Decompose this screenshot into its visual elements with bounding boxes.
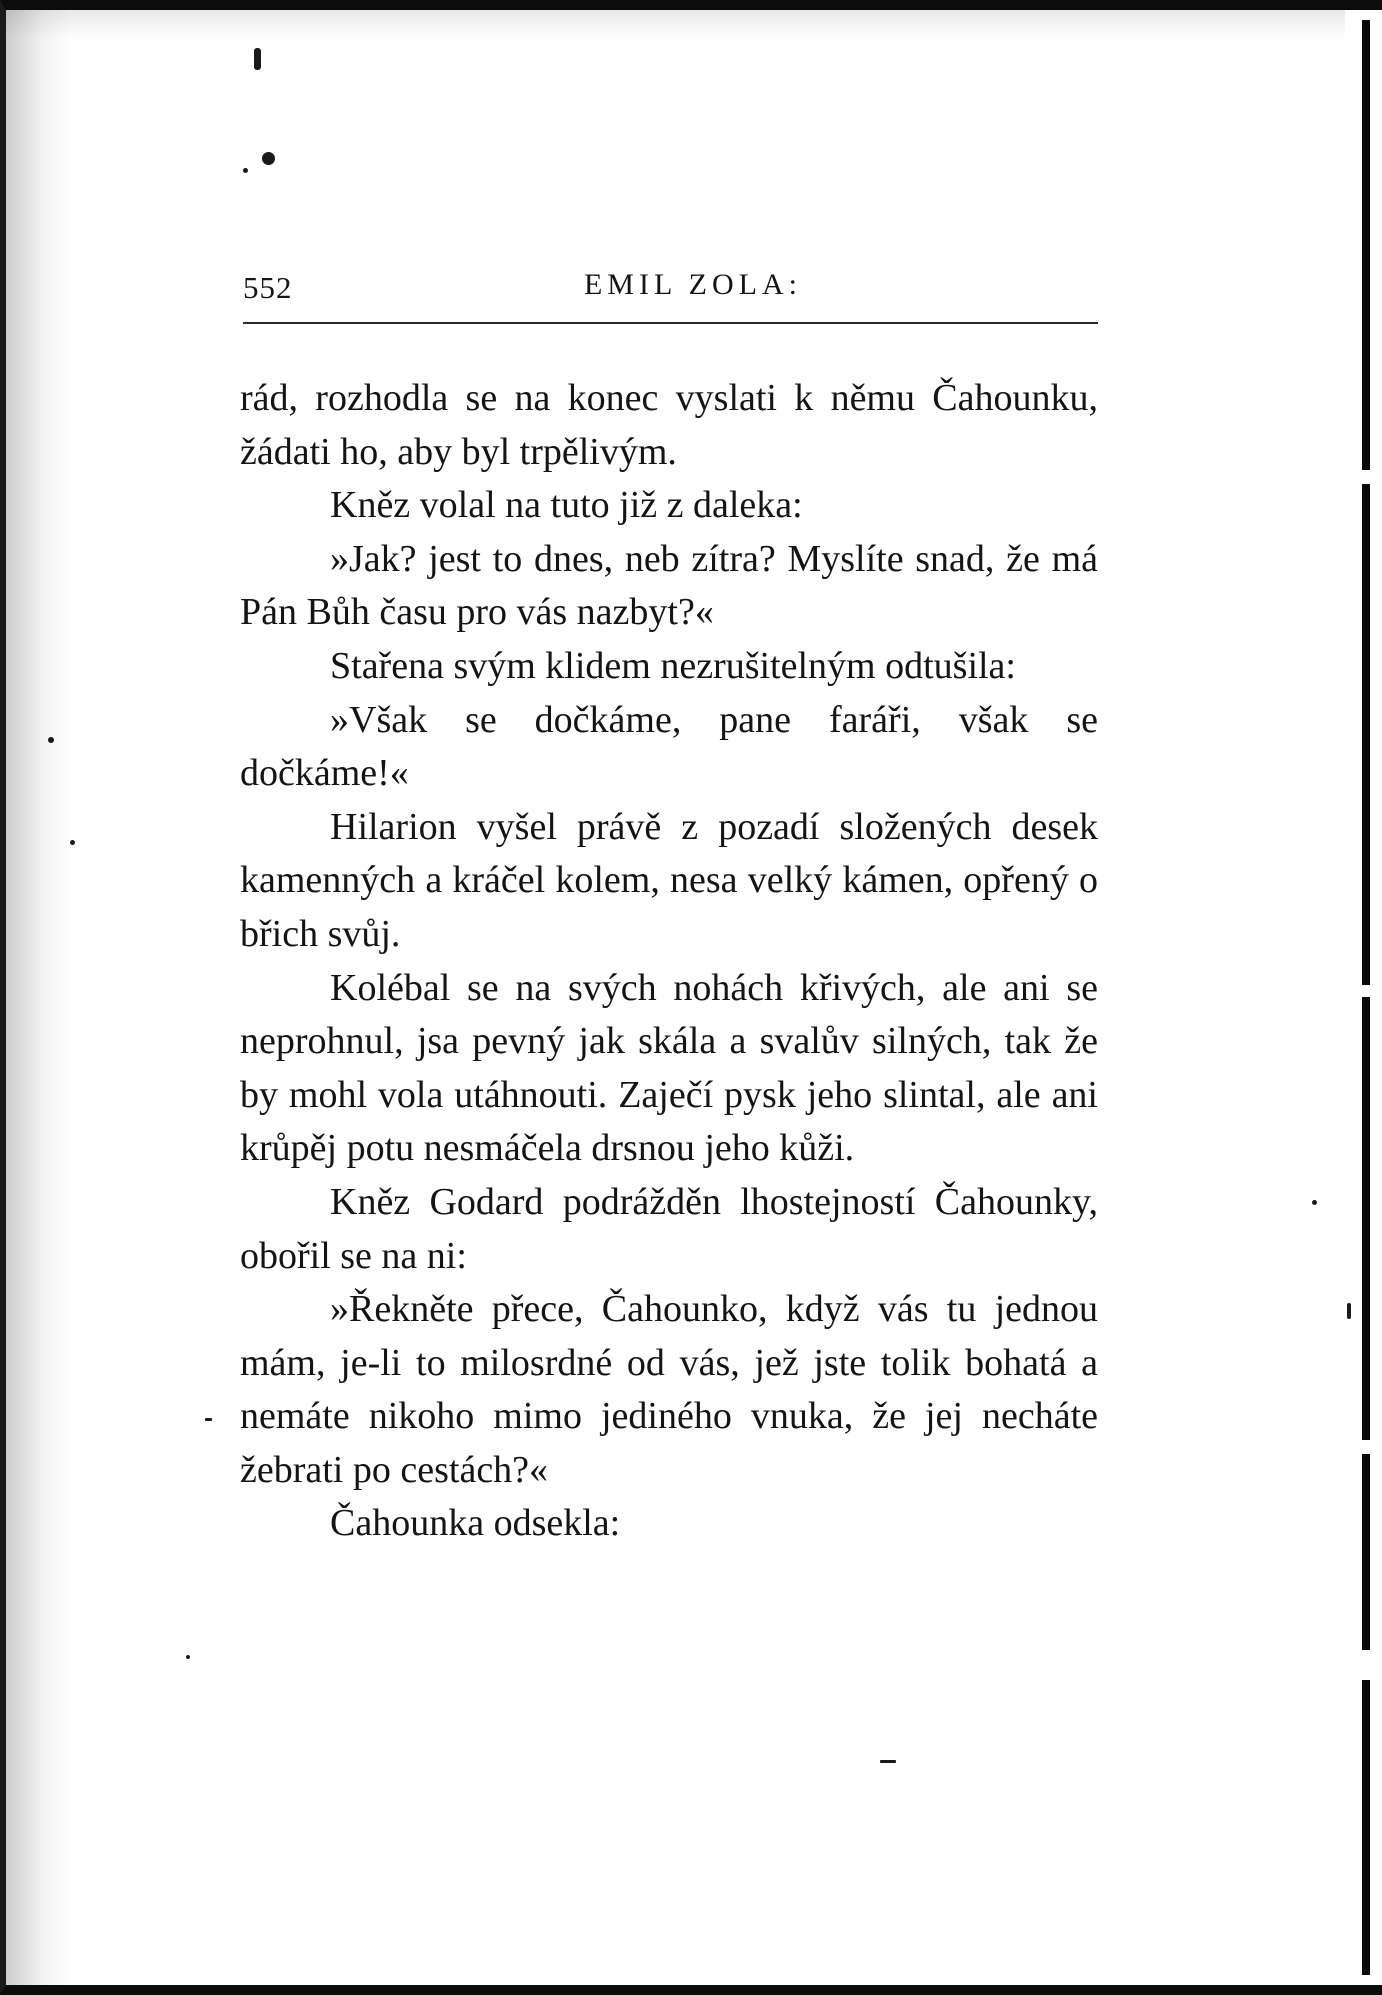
- ink-speck: [243, 168, 248, 173]
- body-text: [240, 372, 1098, 1551]
- running-head: EMIL ZOLA:: [583, 268, 803, 301]
- paragraph: Kněz Godard podrážděn lhostejností Čahounky, obořil se na ni:: [240, 1180, 1098, 1277]
- paragraph: rád, rozhodla se na konec vyslati k němu Čahounku, žádati ho, aby byl trpělivým.: [240, 377, 1098, 473]
- ink-speck: [262, 152, 275, 165]
- scan-edge-gap: [1362, 470, 1370, 484]
- scan-edge-gap: [1362, 1440, 1370, 1454]
- ink-speck: [48, 737, 54, 743]
- ink-speck: [1312, 1200, 1317, 1205]
- paragraph: »Jak? jest to dnes, neb zítra? Myslíte snad, že má Pán Bůh času pro vás nazbyt?«: [240, 537, 1098, 634]
- paragraph: Kněz volal na tuto již z daleka:: [330, 484, 803, 527]
- paragraph: Kolébal se na svých nohách křivých, ale ani se neprohnul, jsa pevný jak skála a svalův silných, tak že by mohl vola utáhnouti. Zaječí pysk jeho slintal, ale ani krůpěj potu nesmáčela drsnou jeho kůži.: [240, 966, 1098, 1170]
- ink-speck: [1347, 1303, 1351, 1319]
- scan-edge-gap: [1362, 985, 1370, 997]
- paragraph: Stařena svým klidem nezrušitelným odtušila:: [330, 644, 1016, 687]
- ink-speck: [880, 1760, 896, 1763]
- ink-speck: [70, 840, 75, 845]
- paragraph: »Řekněte přece, Čahounko, když vás tu jednou mám, je-li to milosrdné od vás, jež jste tolik bohatá a nemáte nikoho mimo jediného vnuka, že jej necháte žebrati po cestách?«: [240, 1288, 1098, 1491]
- page-header: [243, 268, 1098, 308]
- scan-edge-gap: [1362, 1650, 1370, 1680]
- page-number: 552: [243, 270, 293, 305]
- paragraph: Čahounka odsekla:: [330, 1502, 621, 1545]
- header-rule: [243, 322, 1098, 324]
- paragraph: Hilarion vyšel právě z pozadí složených desek kamenných a kráčel kolem, nesa velký kámen, opřený o břich svůj.: [240, 805, 1098, 955]
- paragraph: »Však se dočkáme, pane faráři, však se dočkáme!«: [240, 698, 1098, 795]
- ink-speck: [205, 1418, 212, 1421]
- ink-speck: [254, 48, 261, 70]
- ink-speck: [186, 1655, 190, 1659]
- scan-left-shadow: [0, 0, 70, 1995]
- scan-top-shadow: [0, 0, 1382, 40]
- scan-right-edge: [1362, 20, 1370, 1975]
